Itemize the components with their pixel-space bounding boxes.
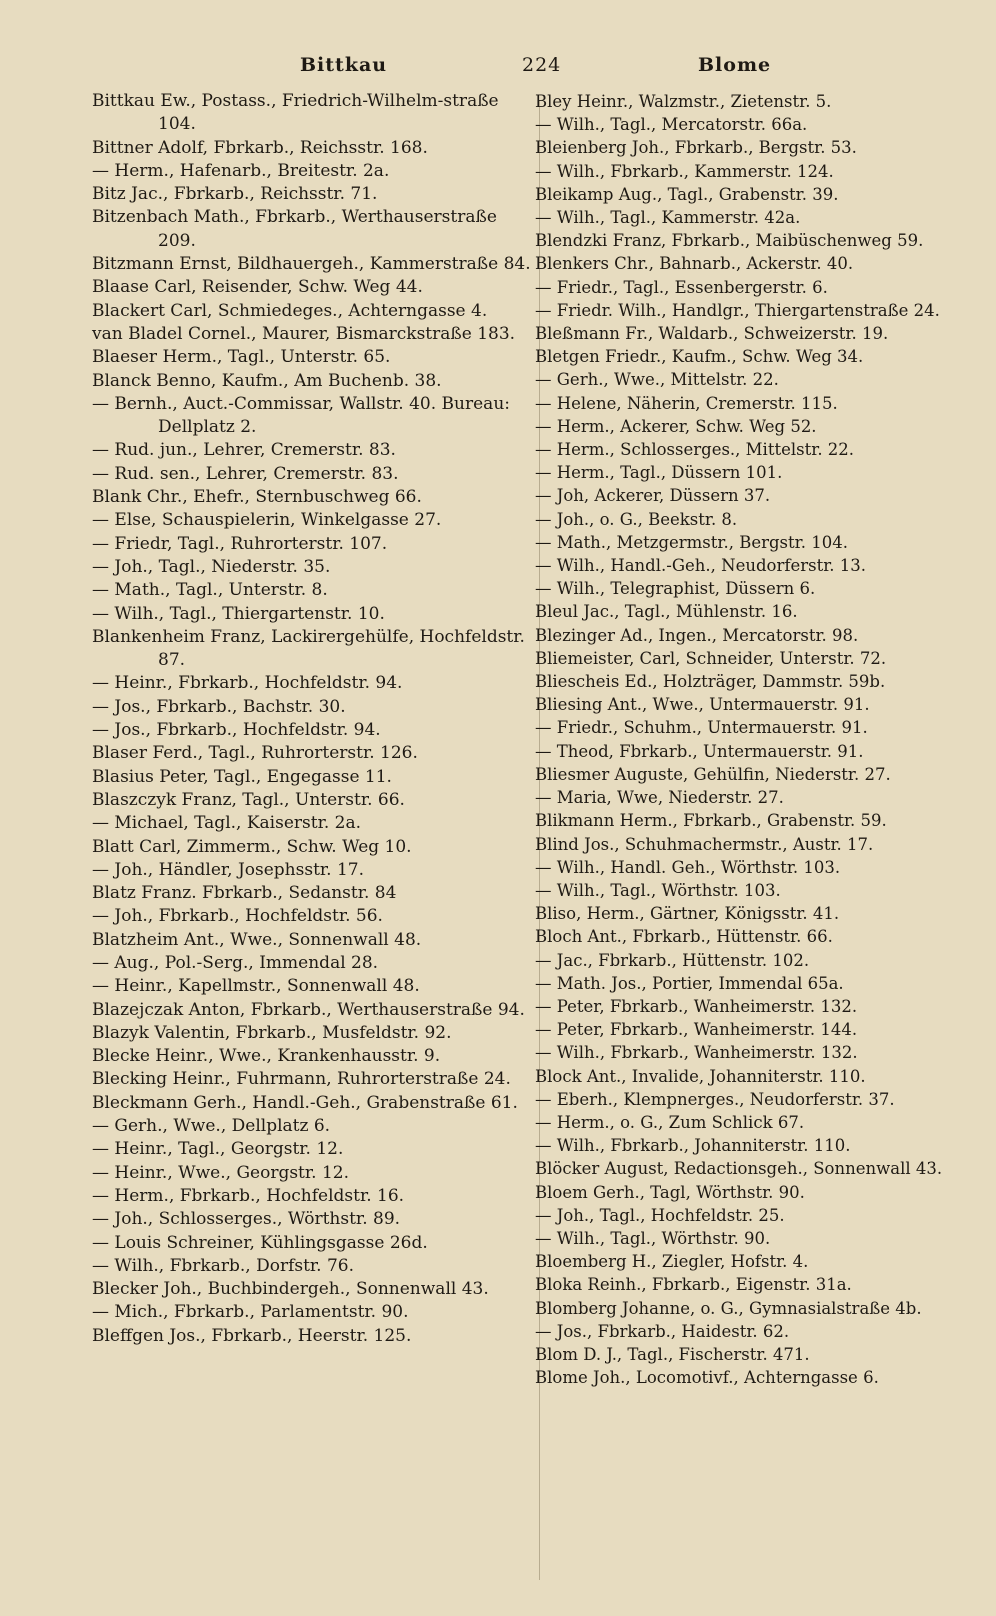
- directory-entry: — Gerh., Wwe., Mittelstr. 22.: [535, 370, 779, 390]
- directory-entry: Blaszczyk Franz, Tagl., Unterstr. 66.: [92, 789, 405, 810]
- directory-entry: — Rud. sen., Lehrer, Cremerstr. 83.: [92, 463, 399, 484]
- directory-entry: Blatt Carl, Zimmerm., Schw. Weg 10.: [92, 836, 412, 857]
- directory-entry: Blendzki Franz, Fbrkarb., Maibüschenweg 59.: [535, 231, 924, 251]
- directory-entry: Bliesmer Auguste, Gehülfin, Niederstr. 27.: [535, 764, 891, 784]
- page-number: 224: [522, 54, 562, 76]
- directory-entry: Bleikamp Aug., Tagl., Grabenstr. 39.: [535, 184, 839, 204]
- directory-entry: Bleckmann Gerh., Handl.-Geh., Grabenstraße 61.: [92, 1092, 518, 1113]
- directory-entry: Bitz Jac., Fbrkarb., Reichsstr. 71.: [92, 184, 378, 205]
- directory-entry: — Math., Metzgermstr., Bergstr. 104.: [535, 532, 848, 552]
- left-column: [92, 90, 532, 1348]
- directory-entry: — Wilh., Fbrkarb., Johanniterstr. 110.: [535, 1136, 851, 1156]
- directory-entry: Bley Heinr., Walzmstr., Zietenstr. 5.: [535, 92, 832, 111]
- directory-entry: — Joh., Tagl., Hochfeldstr. 25.: [535, 1205, 785, 1225]
- directory-entry: — Herm., o. G., Zum Schlick 67.: [535, 1112, 805, 1132]
- directory-entry: Blazejczak Anton, Fbrkarb., Werthauserstraße 94.: [92, 999, 525, 1020]
- directory-entry: — Mich., Fbrkarb., Parlamentstr. 90.: [92, 1302, 409, 1323]
- directory-entry: Blom D. J., Tagl., Fischerstr. 471.: [535, 1344, 810, 1364]
- directory-entry: — Wilh., Handl. Geh., Wörthstr. 103.: [535, 857, 841, 877]
- directory-entry: — Heinr., Kapellmstr., Sonnenwall 48.: [92, 976, 420, 997]
- directory-entry: Bittner Adolf, Fbrkarb., Reichsstr. 168.: [92, 137, 428, 158]
- directory-entry: — Louis Schreiner, Kühlingsgasse 26d.: [92, 1232, 428, 1253]
- directory-entry: — Jac., Fbrkarb., Hüttenstr. 102.: [535, 950, 810, 970]
- directory-entry: Blaser Ferd., Tagl., Ruhrorterstr. 126.: [92, 743, 418, 764]
- directory-entry: Bleßmann Fr., Waldarb., Schweizerstr. 19.: [535, 324, 889, 344]
- running-head-left: Bittkau: [300, 54, 388, 76]
- directory-entry: — Wilh., Fbrkarb., Kammerstr. 124.: [535, 161, 834, 181]
- directory-entry: Blasius Peter, Tagl., Engegasse 11.: [92, 766, 392, 787]
- directory-entry: — Jos., Fbrkarb., Haidestr. 62.: [535, 1321, 790, 1341]
- right-column: [535, 90, 985, 1389]
- directory-entry: — Theod, Fbrkarb., Untermauerstr. 91.: [535, 741, 864, 761]
- directory-entry: — Peter, Fbrkarb., Wanheimerstr. 144.: [535, 1020, 858, 1040]
- directory-entry: Blatzheim Ant., Wwe., Sonnenwall 48.: [92, 929, 422, 950]
- directory-entry: Block Ant., Invalide, Johanniterstr. 110.: [535, 1066, 866, 1086]
- directory-entry: — Wilh., Telegraphist, Düssern 6.: [535, 579, 816, 599]
- directory-entry: Bleffgen Jos., Fbrkarb., Heerstr. 125.: [92, 1325, 412, 1346]
- directory-entry: Blanck Benno, Kaufm., Am Buchenb. 38.: [92, 370, 442, 391]
- directory-entry: — Peter, Fbrkarb., Wanheimerstr. 132.: [535, 996, 858, 1016]
- directory-entry: Blaeser Herm., Tagl., Unterstr. 65.: [92, 347, 391, 368]
- directory-entry: — Joh., o. G., Beekstr. 8.: [535, 509, 738, 529]
- running-head-right: Blome: [698, 54, 772, 76]
- directory-entry: — Aug., Pol.-Serg., Immendal 28.: [92, 952, 379, 973]
- directory-entry: Blenkers Chr., Bahnarb., Ackerstr. 40.: [535, 254, 854, 274]
- directory-entry: Blikmann Herm., Fbrkarb., Grabenstr. 59.: [535, 811, 887, 831]
- directory-entry: Blecke Heinr., Wwe., Krankenhausstr. 9.: [92, 1046, 441, 1067]
- directory-entry: — Wilh., Tagl., Kammerstr. 42a.: [535, 208, 801, 228]
- directory-entry: Blomberg Johanne, o. G., Gymnasialstraße 4b.: [535, 1298, 922, 1318]
- directory-entry: — Herm., Schlosserges., Mittelstr. 22.: [535, 440, 855, 460]
- directory-entry: van Bladel Cornel., Maurer, Bismarckstraße 183.: [92, 323, 516, 344]
- directory-entry: — Friedr. Wilh., Handlgr., Thiergartenstraße 24.: [535, 300, 940, 320]
- directory-entry: — Wilh., Tagl., Wörthstr. 90.: [535, 1228, 771, 1248]
- directory-entry: — Joh., Fbrkarb., Hochfeldstr. 56.: [92, 906, 383, 927]
- directory-entry: Bliescheis Ed., Holzträger, Dammstr. 59b.: [535, 672, 886, 692]
- directory-entry: — Wilh., Tagl., Mercatorstr. 66a.: [535, 115, 808, 135]
- directory-entry: Bloem Gerh., Tagl, Wörthstr. 90.: [535, 1182, 805, 1202]
- directory-entry: Blank Chr., Ehefr., Sternbuschweg 66.: [92, 487, 422, 508]
- directory-entry: Bittkau Ew., Postass., Friedrich-Wilhelm-straße 104.: [92, 91, 499, 135]
- directory-entry: Bloka Reinh., Fbrkarb., Eigenstr. 31a.: [535, 1275, 852, 1295]
- directory-entry: Bleul Jac., Tagl., Mühlenstr. 16.: [535, 602, 798, 622]
- directory-entry: Blöcker August, Redactionsgeh., Sonnenwall 43.: [535, 1159, 943, 1179]
- directory-entry: — Wilh., Fbrkarb., Dorfstr. 76.: [92, 1255, 355, 1276]
- directory-entry: — Michael, Tagl., Kaiserstr. 2a.: [92, 813, 362, 834]
- directory-entry: — Helene, Näherin, Cremerstr. 115.: [535, 393, 838, 413]
- directory-entry: Blatz Franz. Fbrkarb., Sedanstr. 84: [92, 883, 397, 904]
- directory-entry: — Wilh., Tagl., Thiergartenstr. 10.: [92, 603, 385, 624]
- directory-entry: Blome Joh., Locomotivf., Achterngasse 6.: [535, 1368, 879, 1388]
- directory-entry: — Heinr., Tagl., Georgstr. 12.: [92, 1139, 344, 1160]
- directory-entry: — Jos., Fbrkarb., Bachstr. 30.: [92, 696, 346, 717]
- directory-entry: — Herm., Tagl., Düssern 101.: [535, 463, 783, 483]
- directory-entry: Bletgen Friedr., Kaufm., Schw. Weg 34.: [535, 347, 864, 367]
- directory-entry: — Math. Jos., Portier, Immendal 65a.: [535, 973, 844, 993]
- directory-entry: Bloch Ant., Fbrkarb., Hüttenstr. 66.: [535, 927, 833, 947]
- directory-entry: — Maria, Wwe, Niederstr. 27.: [535, 788, 784, 808]
- directory-entry: Blackert Carl, Schmiedeges., Achterngasse 4.: [92, 300, 488, 321]
- directory-entry: — Joh., Händler, Josephsstr. 17.: [92, 859, 365, 880]
- directory-entry: Bliemeister, Carl, Schneider, Unterstr. 72.: [535, 648, 887, 668]
- directory-entry: Bitzmann Ernst, Bildhauergeh., Kammerstraße 84.: [92, 254, 531, 275]
- directory-entry: Blecker Joh., Buchbindergeh., Sonnenwall 43.: [92, 1279, 489, 1300]
- directory-entry: — Heinr., Wwe., Georgstr. 12.: [92, 1162, 349, 1183]
- directory-entry: — Wilh., Handl.-Geh., Neudorferstr. 13.: [535, 556, 867, 576]
- directory-entry: Blaase Carl, Reisender, Schw. Weg 44.: [92, 277, 423, 298]
- directory-entry: — Joh, Ackerer, Düssern 37.: [535, 486, 771, 506]
- directory-entry: — Bernh., Auct.-Commissar, Wallstr. 40. Bureau: Dellplatz 2.: [92, 393, 510, 438]
- directory-entry: — Herm., Hafenarb., Breitestr. 2a.: [92, 160, 390, 181]
- directory-entry: Bliso, Herm., Gärtner, Königsstr. 41.: [535, 904, 840, 924]
- directory-entry: — Else, Schauspielerin, Winkelgasse 27.: [92, 510, 442, 531]
- directory-entry: Blind Jos., Schuhmachermstr., Austr. 17.: [535, 834, 874, 854]
- directory-entry: — Friedr., Schuhm., Untermauerstr. 91.: [535, 718, 868, 738]
- directory-entry: Blezinger Ad., Ingen., Mercatorstr. 98.: [535, 625, 859, 645]
- directory-entry: — Friedr., Tagl., Essenbergerstr. 6.: [535, 277, 828, 297]
- directory-entry: Bitzenbach Math., Fbrkarb., Werthauserstraße 209.: [92, 207, 497, 251]
- directory-entry: — Wilh., Tagl., Wörthstr. 103.: [535, 880, 781, 900]
- directory-entry: — Herm., Ackerer, Schw. Weg 52.: [535, 416, 817, 436]
- directory-entry: Blankenheim Franz, Lackirergehülfe, Hochfeldstr. 87.: [92, 626, 525, 671]
- directory-entry: Bloemberg H., Ziegler, Hofstr. 4.: [535, 1252, 809, 1272]
- directory-entry: — Wilh., Fbrkarb., Wanheimerstr. 132.: [535, 1043, 858, 1063]
- directory-entry: — Eberh., Klempnerges., Neudorferstr. 37.: [535, 1089, 895, 1109]
- directory-entry: — Rud. jun., Lehrer, Cremerstr. 83.: [92, 440, 396, 461]
- directory-entry: — Joh., Schlosserges., Wörthstr. 89.: [92, 1209, 401, 1230]
- directory-entry: — Herm., Fbrkarb., Hochfeldstr. 16.: [92, 1185, 405, 1206]
- directory-entry: — Joh., Tagl., Niederstr. 35.: [92, 556, 331, 577]
- directory-entry: — Math., Tagl., Unterstr. 8.: [92, 580, 328, 601]
- directory-entry: Blecking Heinr., Fuhrmann, Ruhrorterstraße 24.: [92, 1069, 511, 1090]
- directory-entry: — Heinr., Fbrkarb., Hochfeldstr. 94.: [92, 673, 403, 694]
- directory-entry: — Gerh., Wwe., Dellplatz 6.: [92, 1116, 331, 1137]
- directory-entry: Blazyk Valentin, Fbrkarb., Musfeldstr. 92.: [92, 1022, 452, 1043]
- directory-entry: — Friedr, Tagl., Ruhrorterstr. 107.: [92, 533, 388, 554]
- directory-entry: — Jos., Fbrkarb., Hochfeldstr. 94.: [92, 720, 381, 741]
- directory-entry: Bliesing Ant., Wwe., Untermauerstr. 91.: [535, 695, 870, 715]
- directory-entry: Bleienberg Joh., Fbrkarb., Bergstr. 53.: [535, 138, 857, 158]
